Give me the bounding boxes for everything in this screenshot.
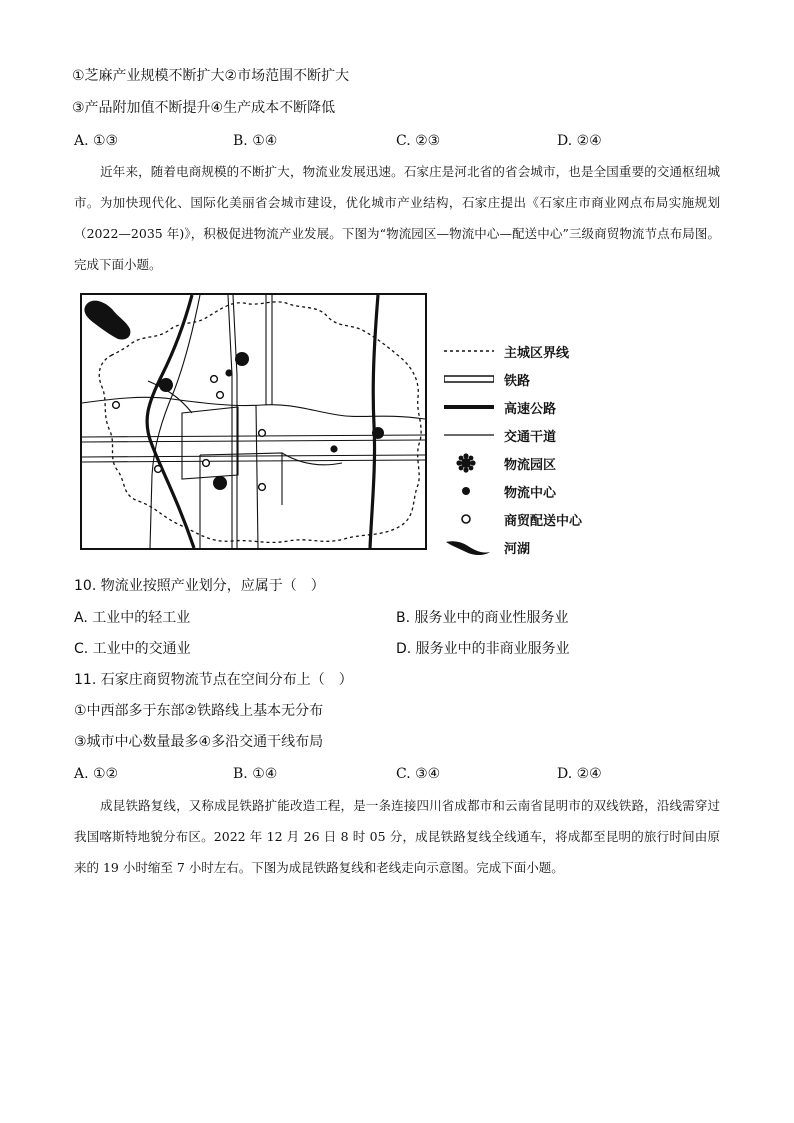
lake-shape [84,301,130,340]
logistics-park-icon [213,476,227,490]
legend-row [444,480,556,502]
logistics-center-icon [330,445,337,452]
legend-label: 河湖 [504,541,531,557]
q10-option-b: B. 服务业中的商业性服务业 [396,610,569,626]
logistics-center-icon [225,369,232,376]
trade-distribution-icon [155,466,162,473]
passage-railway [74,790,720,883]
q11-statement-line-2: ③城市中心数量最多④多沿交通干线布局 [74,734,324,750]
q9-option-b: B. ①④ [233,133,278,149]
thin-line-icon [444,424,494,446]
trade-distribution-icon [203,460,210,467]
lake-icon [444,536,494,558]
gear-flower-icon [444,452,494,474]
q10-stem: 10. 物流业按照产业划分，应属于（ ） [74,578,325,594]
q10-option-c: C. 工业中的交通业 [74,641,191,657]
legend-row [444,452,556,474]
logistics-map [80,293,427,550]
q11-statement-line-1: ①中西部多于东部②铁路线上基本无分布 [74,703,324,719]
dashed-line-icon [444,340,494,362]
q10-option-d: D. 服务业中的非商业服务业 [396,641,570,657]
legend-label: 主城区界线 [504,345,570,361]
trade-distribution-icon [259,430,266,437]
legend-label: 商贸配送中心 [504,513,583,529]
legend-row [444,536,530,558]
legend-row [444,396,556,418]
trade-distribution-icon [211,376,218,383]
legend-label: 交通干道 [504,429,557,445]
trade-distribution-icon [113,402,120,409]
legend-label: 物流中心 [504,485,557,501]
railway-line-icon [444,368,494,390]
q9-option-c: C. ②③ [396,133,441,149]
passage-logistics [74,156,720,280]
q9-option-d: D. ②④ [557,133,602,149]
trade-distribution-icon [259,484,266,491]
legend-row [444,508,582,530]
trade-distribution-icon [217,392,224,399]
passage-logistics-text: 近年来，随着电商规模的不断扩大，物流业发展迅速。石家庄是河北省的省会城市，也是全国重要的交通枢纽城市。为加快现代化、国际化美丽省会城市建设，优化城市产业结构，石家庄提出《石家庄市商业网点布局实施规划（2022—2035 年)》，积极促进物流产业发展。下图为“物流园区—物流中心—配送中心”三级商贸物流节点布局图。完成下面小题。 [74,164,720,272]
q9-statement-line-1: ①芝麻产业规模不断扩大②市场范围不断扩大 [72,68,350,84]
q9-statement-line-2: ③产品附加值不断提升④生产成本不断降低 [72,100,336,116]
logistics-park-icon [372,427,384,439]
q11-stem: 11. 石家庄商贸物流节点在空间分布上（ ） [74,672,353,688]
legend-row [444,340,569,362]
filled-dot-icon [444,480,494,502]
legend-row [444,368,530,390]
legend-label: 高速公路 [504,401,557,417]
logistics-park-icon [159,378,173,392]
logistics-map-svg [82,295,425,548]
thick-line-icon [444,396,494,418]
legend-row [444,424,556,446]
passage-railway-text: 成昆铁路复线，又称成昆铁路扩能改造工程，是一条连接四川省成都市和云南省昆明市的双线铁路，沿线需穿过我国喀斯特地貌分布区。2022 年 12 月 26 日 8 时 05 分，成昆铁路复线全线通车，将成都至昆明的旅行时间由原来的 19 小时缩至 7 小时左右。下图为成昆铁路复线和老线走向示意图。完成下面小题。 [74,798,720,875]
legend-label: 铁路 [504,373,531,389]
hollow-circle-icon [444,508,494,530]
trade-distribution-markers [113,376,266,491]
legend-label: 物流园区 [504,457,557,473]
q11-option-c: C. ③④ [396,766,441,782]
logistics-park-icon [235,352,249,366]
q11-option-b: B. ①④ [233,766,278,782]
q11-option-d: D. ②④ [557,766,602,782]
q11-option-a: A. ①② [74,766,119,782]
q9-option-a: A. ①③ [74,133,119,149]
q10-option-a: A. 工业中的轻工业 [74,610,191,626]
